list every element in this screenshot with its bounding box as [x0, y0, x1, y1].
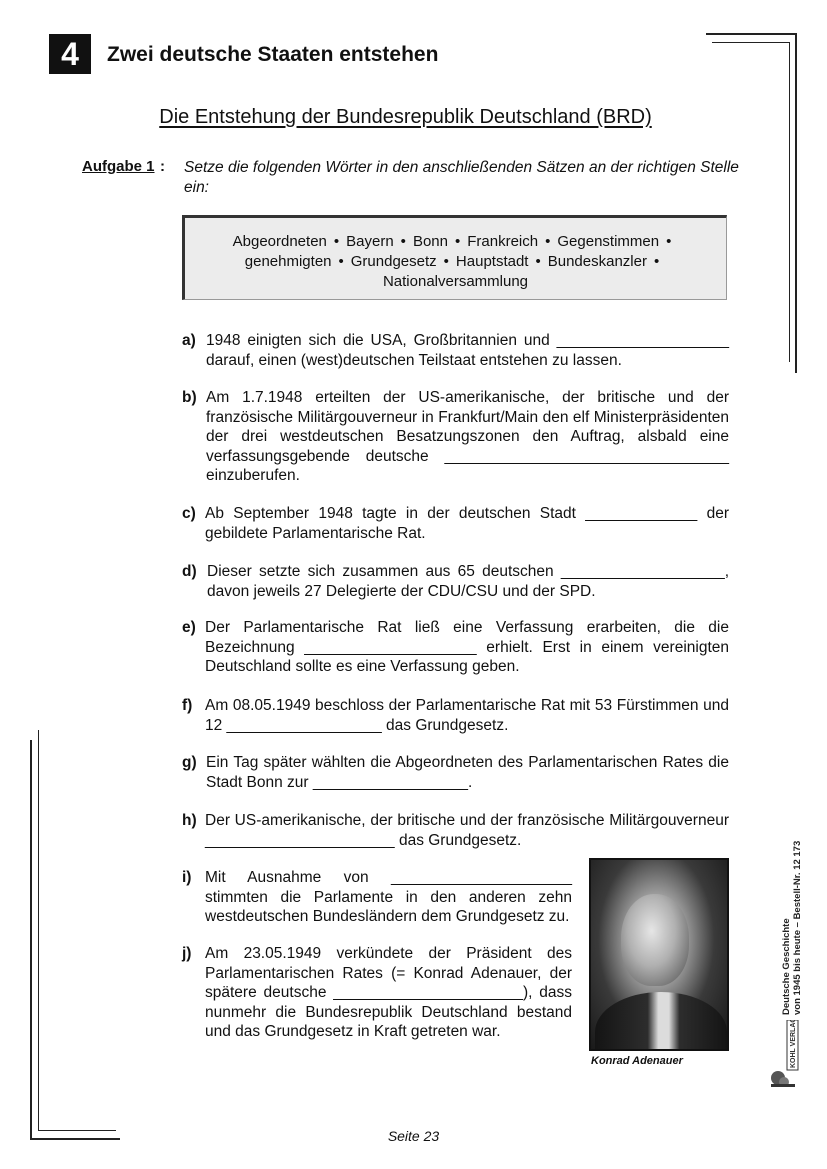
- item-label: e): [182, 619, 196, 636]
- frame-line-left-inner: [38, 730, 39, 1130]
- exercise-item-f: [182, 696, 729, 736]
- item-text: Der Parlamentarische Rat ließ eine Verfassung erarbeiten, die die Bezeichnung ____________________ erhielt. Erst in einem vereinigten Deutschland sollte es eine Verfassung geben.: [205, 619, 729, 675]
- item-label: a): [182, 332, 196, 349]
- exercise-item-c: [182, 504, 729, 544]
- page-heading: Die Entstehung der Bundesrepublik Deutschland (BRD): [159, 106, 652, 128]
- chapter-number-badge: 4: [49, 34, 91, 74]
- word-bank-word: genehmigten: [244, 253, 332, 270]
- item-label: h): [182, 812, 197, 829]
- frame-line-left-outer: [30, 740, 32, 1140]
- item-text: Ein Tag später wählten die Abgeordneten des Parlamentarischen Rates die Stadt Bonn zur __________________.: [206, 754, 729, 791]
- exercise-item-j: [182, 944, 572, 1044]
- exercise-item-i: [182, 868, 572, 928]
- publisher-logo-text: KOHL VERLAG: [790, 1020, 797, 1068]
- word-separator: •: [338, 253, 344, 270]
- task-instruction: Setze die folgenden Wörter in den anschließenden Sätzen an der richtigen Stelle ein:: [184, 159, 739, 196]
- exercise-item-h: [182, 811, 729, 851]
- item-label: b): [182, 389, 197, 406]
- chapter-title: Zwei deutsche Staaten entstehen: [107, 43, 439, 66]
- portrait-face: [621, 894, 689, 986]
- exercise-item-e: [182, 618, 729, 678]
- task-label: Aufgabe 1: [82, 158, 155, 175]
- item-text: Der US-amerikanische, der britische und der französische Militärgouverneur ______________________ das Grundgesetz.: [205, 812, 729, 849]
- word-bank-word: Hauptstadt: [455, 253, 529, 270]
- word-separator: •: [535, 253, 541, 270]
- word-separator: •: [454, 233, 461, 250]
- item-text: Am 1.7.1948 erteilten der US-amerikanische, der britische und der französische Militärgouverneur in Frankfurt/Main den elf Ministerpräsidenten der drei westdeutschen Besatzungszonen den Auftrag, alsbald eine verfassungsgebende deutsche _________________________________ einzuberufen.: [206, 389, 729, 484]
- word-separator: •: [545, 233, 551, 250]
- item-label: j): [182, 945, 192, 962]
- word-separator: •: [333, 233, 340, 250]
- item-label: g): [182, 754, 197, 771]
- item-text: Ab September 1948 tagte in der deutschen Stadt _____________ der gebildete Parlamentarische Rat.: [205, 505, 729, 542]
- item-text: Am 08.05.1949 beschloss der Parlamentarische Rat mit 53 Fürstimmen und 12 __________________ das Grundgesetz.: [205, 697, 729, 734]
- item-label: i): [182, 869, 192, 886]
- exercise-item-b: [182, 388, 729, 486]
- publisher-logo: [769, 1020, 799, 1090]
- word-separator: •: [653, 253, 660, 270]
- photo-caption: Konrad Adenauer: [591, 1055, 683, 1067]
- word-separator: •: [443, 253, 449, 270]
- side-imprint: [781, 815, 803, 1015]
- item-text: Mit Ausnahme von _____________________ stimmten die Parlamente in den anderen zehn westdeutschen Bundesländern dem Grundgesetz zu.: [205, 869, 572, 925]
- word-bank-word: Frankreich: [467, 233, 539, 250]
- exercise-item-d: [182, 562, 729, 602]
- page-number: Seite 23: [387, 1128, 440, 1144]
- item-label: c): [182, 505, 196, 522]
- exercise-item-g: [182, 753, 729, 793]
- frame-line-right-outer: [795, 33, 797, 373]
- frame-line-top: [706, 33, 796, 35]
- item-text: Am 23.05.1949 verkündete der Präsident des Parlamentarischen Rates (= Konrad Adenauer, der spätere deutsche ______________________), dass nunmehr die Bundesrepublik Deutschland bestand und das Grundgesetz in Kraft getreten war.: [205, 945, 572, 1040]
- item-text: Dieser setzte sich zusammen aus 65 deutschen ___________________, davon jeweils 27 Delegierte der CDU/CSU und der SPD.: [207, 563, 729, 600]
- task-label-colon: :: [160, 158, 165, 175]
- frame-line-top-inner: [712, 42, 790, 43]
- exercise-item-a: [182, 331, 729, 371]
- word-bank-word: Grundgesetz: [350, 253, 437, 270]
- portrait-suit: [595, 992, 727, 1051]
- frame-line-right-inner: [789, 42, 790, 362]
- word-separator: •: [666, 233, 672, 250]
- word-bank-word: Abgeordneten: [232, 233, 327, 250]
- word-bank-word: Bayern: [346, 233, 394, 250]
- word-separator: •: [400, 233, 406, 250]
- item-text: 1948 einigten sich die USA, Großbritannien und ____________________ darauf, einen (west)deutschen Teilstaat entstehen zu lassen.: [206, 332, 729, 369]
- word-bank-word: Gegenstimmen: [557, 233, 660, 250]
- word-bank-word: Bundeskanzler: [547, 253, 647, 270]
- portrait-photo: [589, 858, 729, 1051]
- word-bank-word: Nationalversammlung: [382, 273, 529, 290]
- item-label: f): [182, 697, 193, 714]
- item-label: d): [182, 563, 197, 580]
- side-imprint-line2: von 1945 bis heute – Bestell-Nr. 12 173: [792, 840, 803, 1015]
- side-imprint-line1: Deutsche Geschichte: [781, 918, 792, 1015]
- word-bank: [182, 215, 727, 300]
- word-bank-word: Bonn: [412, 233, 448, 250]
